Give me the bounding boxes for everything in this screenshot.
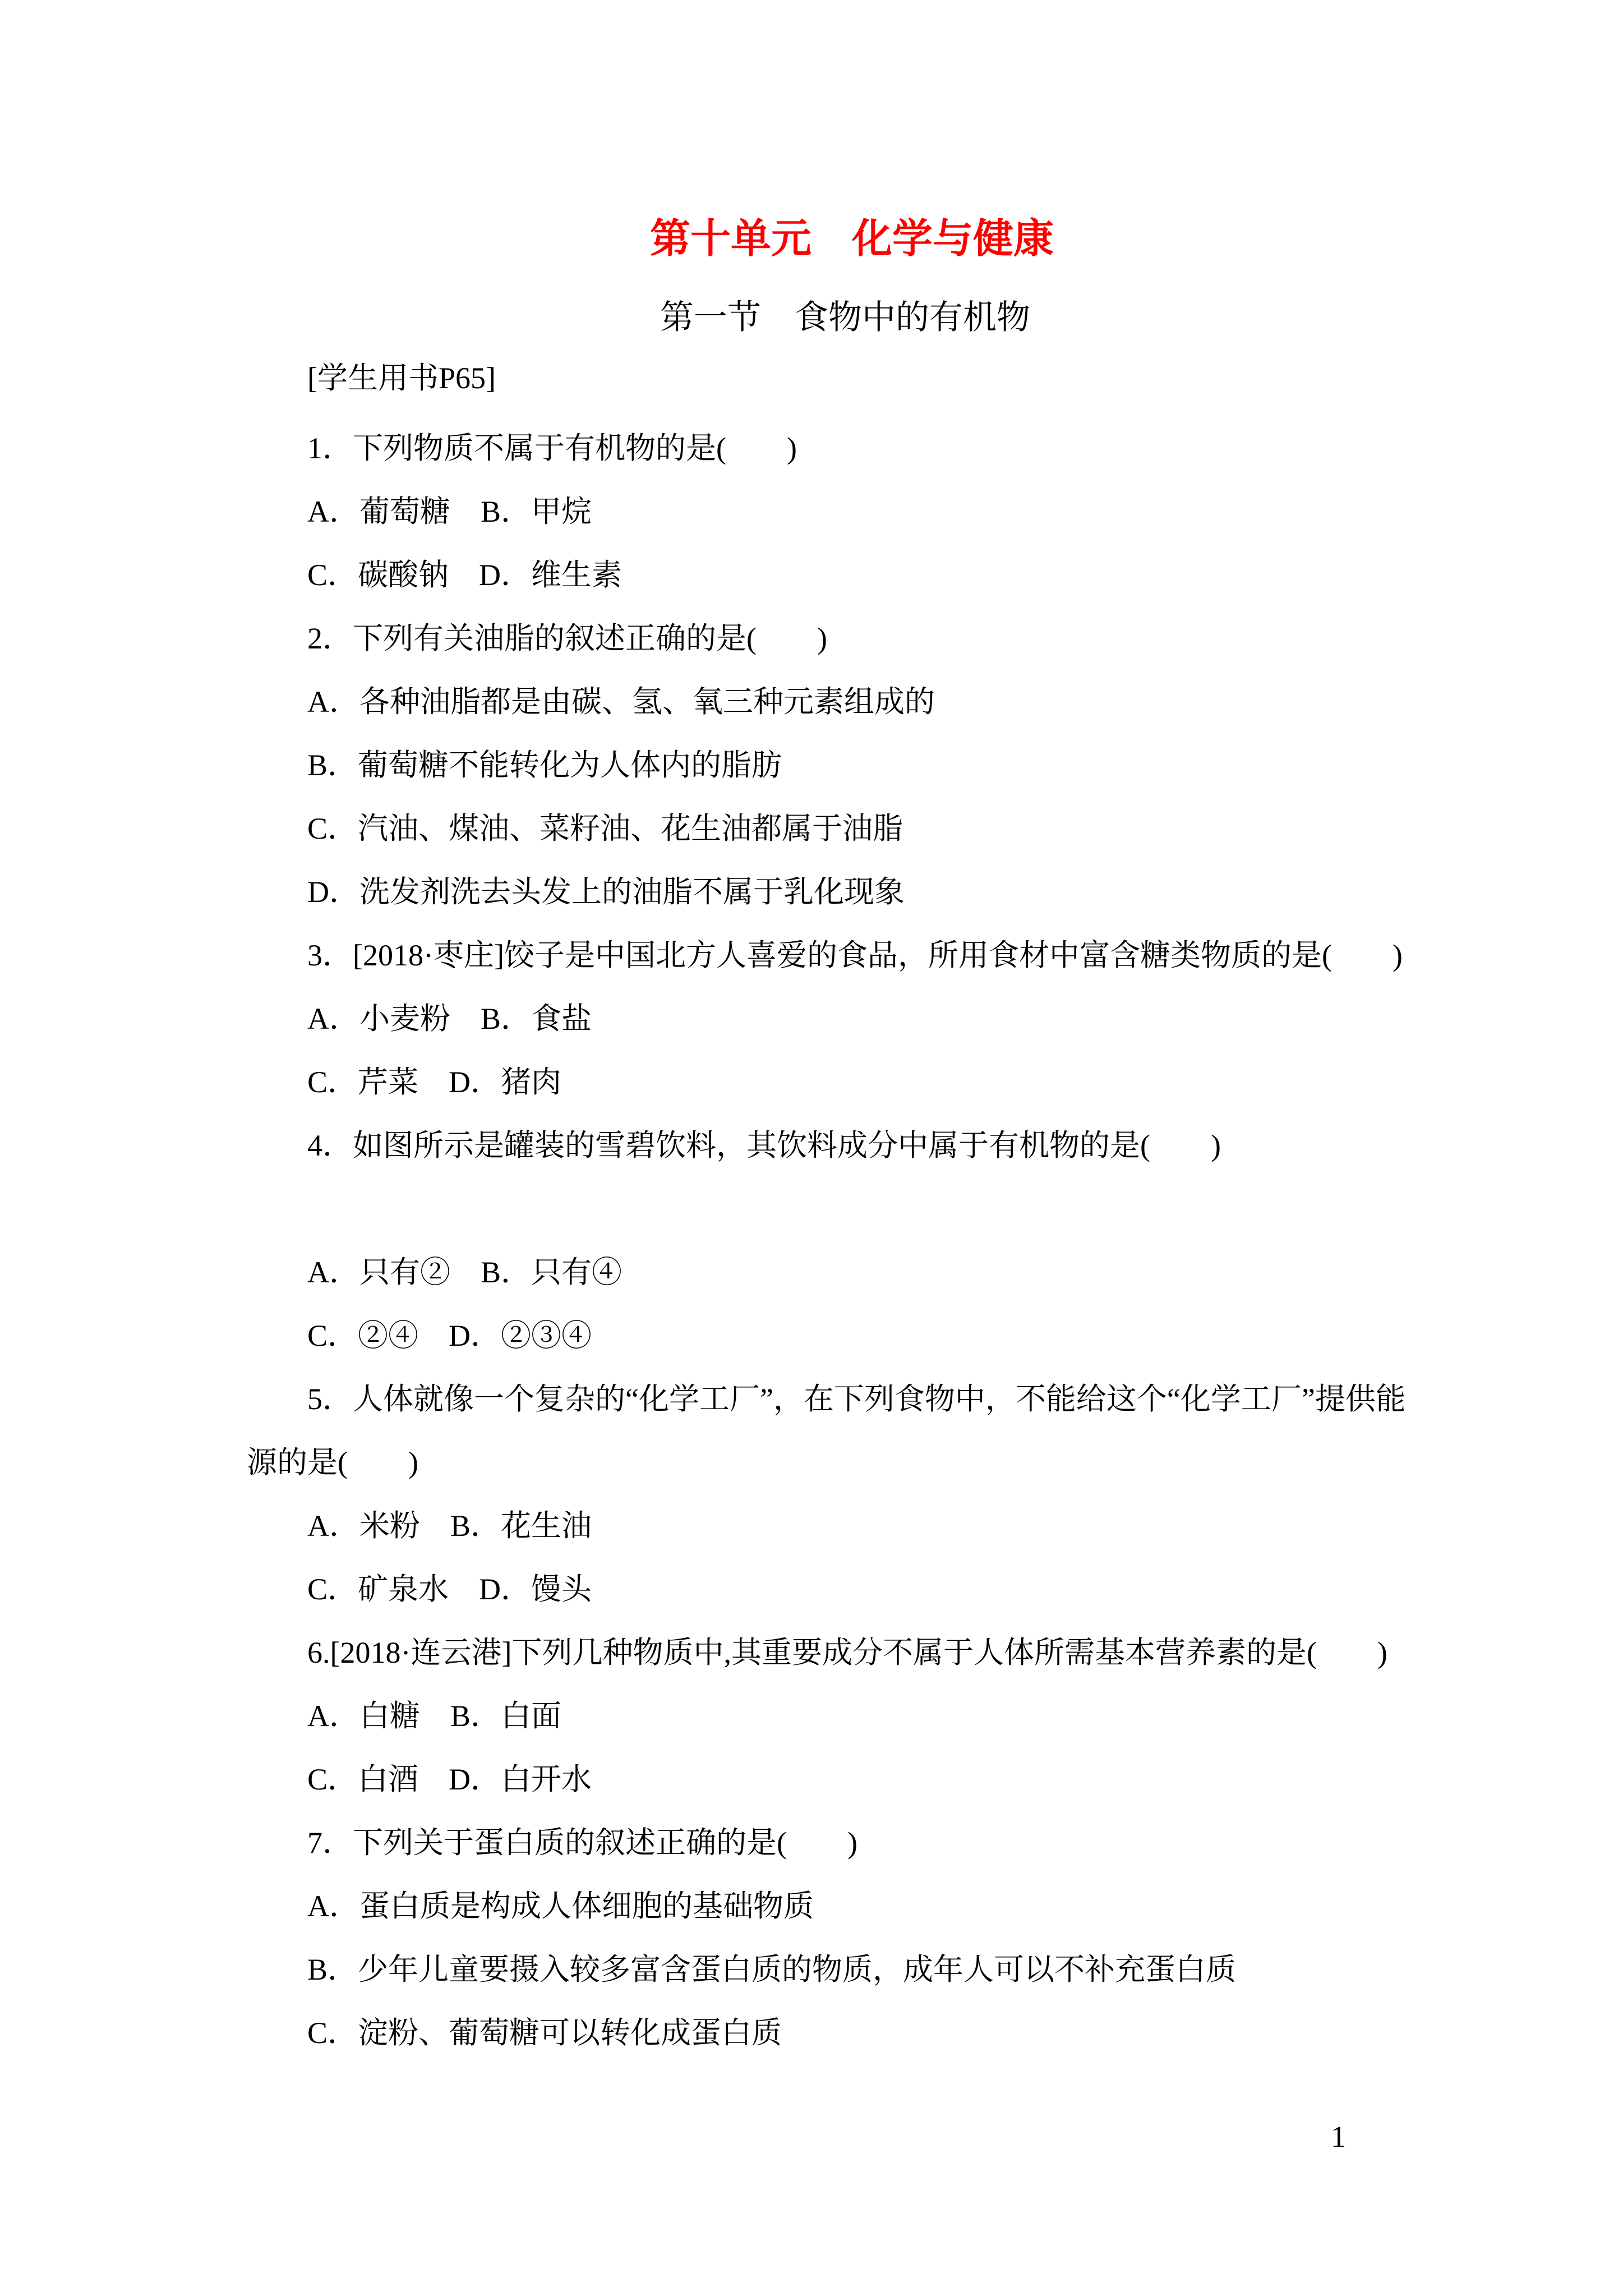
question-1-options-cd: C．碳酸钠 D．维生素: [307, 558, 623, 592]
question-2-option-c: C．汽油、煤油、菜籽油、花生油都属于油脂: [307, 812, 903, 845]
question-7-option-c: C．淀粉、葡萄糖可以转化成蛋白质: [307, 2016, 782, 2050]
question-7-option-a: A．蛋白质是构成人体细胞的基础物质: [307, 1889, 814, 1923]
question-3-stem: 3．[2018·枣庄]饺子是中国北方人喜爱的食品，所用食材中富含糖类物质的是( ): [307, 938, 1403, 972]
question-2-option-d: D．洗发剂洗去头发上的油脂不属于乳化现象: [307, 875, 905, 909]
question-2-option-a: A．各种油脂都是由碳、氢、氧三种元素组成的: [307, 685, 935, 719]
question-5-stem-line-1: 5．人体就像一个复杂的“化学工厂”，在下列食物中，不能给这个“化学工厂”提供能: [307, 1382, 1406, 1416]
student-book-reference: [学生用书P65]: [307, 361, 496, 395]
question-6-options-ab: A．白糖 B．白面: [307, 1699, 562, 1733]
question-3-options-ab: A．小麦粉 B．食盐: [307, 1002, 592, 1036]
beverage-image-placeholder: [247, 1177, 1376, 1241]
document-body: [247, 0, 1406, 2065]
question-3-options-cd: C．芹菜 D．猪肉: [307, 1065, 562, 1099]
section-title: 第一节 食物中的有机物: [660, 299, 1030, 336]
question-1-options-ab: A．葡萄糖 B．甲烷: [307, 495, 592, 528]
question-7-stem: 7．下列关于蛋白质的叙述正确的是( ): [307, 1826, 857, 1860]
question-6-options-cd: C．白酒 D．白开水: [307, 1763, 592, 1796]
question-5-options-ab: A．米粉 B．花生油: [307, 1509, 592, 1543]
question-1-stem: 1．下列物质不属于有机物的是( ): [307, 431, 797, 465]
question-5-stem-line-2: 源的是( ): [247, 1446, 418, 1479]
page-number: 1: [1331, 2120, 1346, 2154]
question-2-option-b: B．葡萄糖不能转化为人体内的脂肪: [307, 748, 782, 782]
question-4-options-cd: C．②④ D．②③④: [307, 1319, 592, 1352]
question-4-stem: 4．如图所示是罐装的雪碧饮料，其饮料成分中属于有机物的是( ): [307, 1129, 1221, 1162]
question-5-options-cd: C．矿泉水 D．馒头: [307, 1572, 592, 1606]
question-7-option-b: B．少年儿童要摄入较多富含蛋白质的物质，成年人可以不补充蛋白质: [307, 1953, 1237, 1986]
question-4-options-ab: A．只有② B．只有④: [307, 1255, 623, 1289]
unit-title: 第十单元 化学与健康: [649, 217, 1054, 261]
question-2-stem: 2．下列有关油脂的叙述正确的是( ): [307, 622, 827, 655]
question-6-stem: 6.[2018·连云港]下列几种物质中,其重要成分不属于人体所需基本营养素的是( ): [307, 1636, 1387, 1669]
